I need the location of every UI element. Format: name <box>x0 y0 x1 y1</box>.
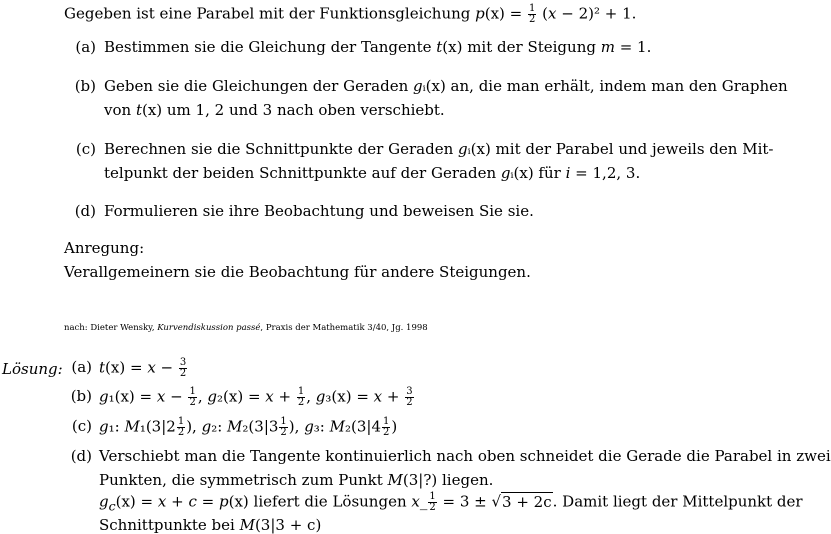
task-line: von t(x) um 1, 2 und 3 nach oben verschiebt. <box>104 101 445 119</box>
task-line: Berechnen sie die Schnittpunkte der Geraden gᵢ(x) mit der Parabel und jeweils den Mit- <box>104 140 774 158</box>
solution-line: g₁(x) = x − $\frac{1}{2}$ , g₂(x) = x + $\frac{1}{2}$ , g₃(x) = x + $\frac{3}{2}$ <box>99 386 413 408</box>
solution-label: (d) <box>70 447 92 465</box>
solution-line: Schnittpunkte bei M(3|3 + c) <box>99 516 322 534</box>
task-label: (d) <box>74 202 96 220</box>
task-label: (a) <box>75 38 96 56</box>
task-label: (c) <box>75 140 96 158</box>
task-label: (b) <box>74 77 96 95</box>
intro-text: Gegeben ist eine Parabel mit der Funktionsgleichung p(x) = $\frac{1}{2}$ (x − 2)² + 1. <box>64 3 637 25</box>
solution-line: g₁: M₁(3|2 $\frac{1}{2}$ ), g₂: M₂(3|3 $\frac{1}{2}$ ), g₃: M₂(3|4 $\frac{1}{2}$ ) <box>99 416 398 438</box>
solution-label: (a) <box>71 358 92 376</box>
task-line: Bestimmen sie die Gleichung der Tangente t(x) mit der Steigung m = 1. <box>104 38 652 56</box>
source-citation <box>64 323 428 333</box>
task-line: telpunkt der beiden Schnittpunkte auf der Geraden gᵢ(x) für i = 1,2, 3. <box>104 164 641 182</box>
loesung-label: Lösung: <box>2 360 63 378</box>
solution-line: Verschiebt man die Tangente kontinuierlich nach oben schneidet die Gerade die Parabel in zwei <box>99 447 831 465</box>
solution-line: t(x) = x − $\frac{3}{2}$ <box>99 357 187 379</box>
solution-label: (c) <box>71 417 92 435</box>
source-prefix: nach: Dieter Wensky, <box>64 323 158 333</box>
solution-line: Punkten, die symmetrisch zum Punkt M(3|?) liegen. <box>99 471 494 489</box>
solution-line: $g_c(x) = x + c = p(x)$ liefert die Lösungen x_ $\frac{1}{2}$ = 3 ± √3 + 2c. Damit liegt der Mittelpunkt der <box>99 491 803 514</box>
task-line: Formulieren sie ihre Beobachtung und beweisen Sie sie. <box>104 202 534 220</box>
anregung-text: Verallgemeinern sie die Beobachtung für andere Steigungen. <box>64 263 531 281</box>
task-line: Geben sie die Gleichungen der Geraden gᵢ(x) an, die man erhält, indem man den Graphen <box>104 77 788 95</box>
source-title: Kurvendiskussion passé <box>157 323 261 333</box>
solution-label: (b) <box>70 387 92 405</box>
source-suffix: , Praxis der Mathematik 3/40, Jg. 1998 <box>260 323 428 333</box>
anregung-title: Anregung: <box>64 239 145 257</box>
